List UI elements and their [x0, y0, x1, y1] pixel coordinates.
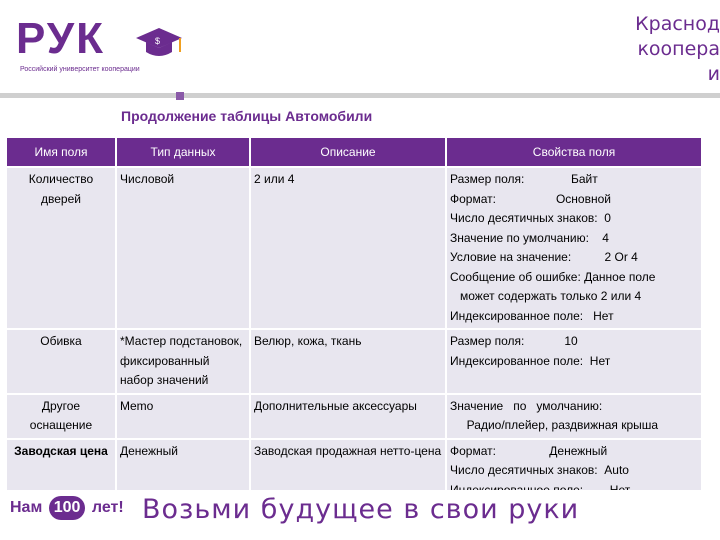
field-description: Дополнительные аксессуары: [251, 395, 445, 440]
field-properties: Размер поля: 10 Индексированное поле: Нет: [447, 330, 701, 395]
field-properties: Размер поля: Байт Формат: Основной Число десятичных знаков: 0 Значение по умолчанию: 4 Условие на значение: 2 Or 4 Сообщение об ошибке: Данное поле может содержать только 2 или 4 Индексированное поле: Нет: [447, 168, 701, 330]
divider-accent: [176, 92, 184, 100]
table-row: [7, 395, 701, 440]
badge-number: 100: [49, 496, 86, 520]
field-name: Обивка: [7, 330, 115, 395]
logo-text: РУК: [16, 14, 105, 63]
column-header: Имя поля: [7, 138, 115, 168]
region-title: [635, 12, 720, 87]
table-row: [7, 168, 701, 330]
field-name: Другое оснащение: [7, 395, 115, 440]
field-type: Memo: [117, 395, 249, 440]
column-header: Свойства поля: [447, 138, 701, 168]
field-type: *Мастер подстановок, фиксированный набор значений: [117, 330, 249, 395]
divider-line: [0, 93, 720, 98]
anniversary-badge: [10, 496, 124, 520]
field-properties: Формат: Денежный Число десятичных знаков: Auto: [447, 440, 701, 505]
column-header: Описание: [251, 138, 445, 168]
graduation-cap-icon: [134, 24, 184, 64]
fields-table: [5, 138, 703, 504]
university-logo[interactable]: [16, 14, 176, 84]
field-properties: Значение по умолчанию: Радио/плейер, раздвижная крыша: [447, 395, 701, 440]
logo-subtitle: Российский университет кооперации: [20, 66, 140, 73]
field-type: Числовой: [117, 168, 249, 330]
slogan: Возьми будущее в свои руки: [142, 494, 580, 525]
field-name: Заводская цена: [7, 440, 115, 505]
field-description: 2 или 4: [251, 168, 445, 330]
svg-text:$: $: [155, 36, 161, 46]
page-title: Продолжение таблицы Автомобили: [121, 108, 373, 124]
region-line: и: [707, 63, 720, 85]
field-description: Заводская продажная нетто-цена: [251, 440, 445, 505]
header-divider: [0, 88, 720, 104]
table-row: [7, 330, 701, 395]
field-description: Велюр, кожа, ткань: [251, 330, 445, 395]
region-line: коопера: [637, 38, 720, 60]
column-header: Тип данных: [117, 138, 249, 168]
badge-suffix: лет!: [91, 499, 124, 516]
region-line: Краснод: [635, 13, 720, 35]
badge-prefix: Нам: [10, 499, 43, 516]
table-header-row: [7, 138, 701, 168]
header: [0, 0, 720, 95]
field-name: Количество дверей: [7, 168, 115, 330]
field-type: Денежный: [117, 440, 249, 505]
